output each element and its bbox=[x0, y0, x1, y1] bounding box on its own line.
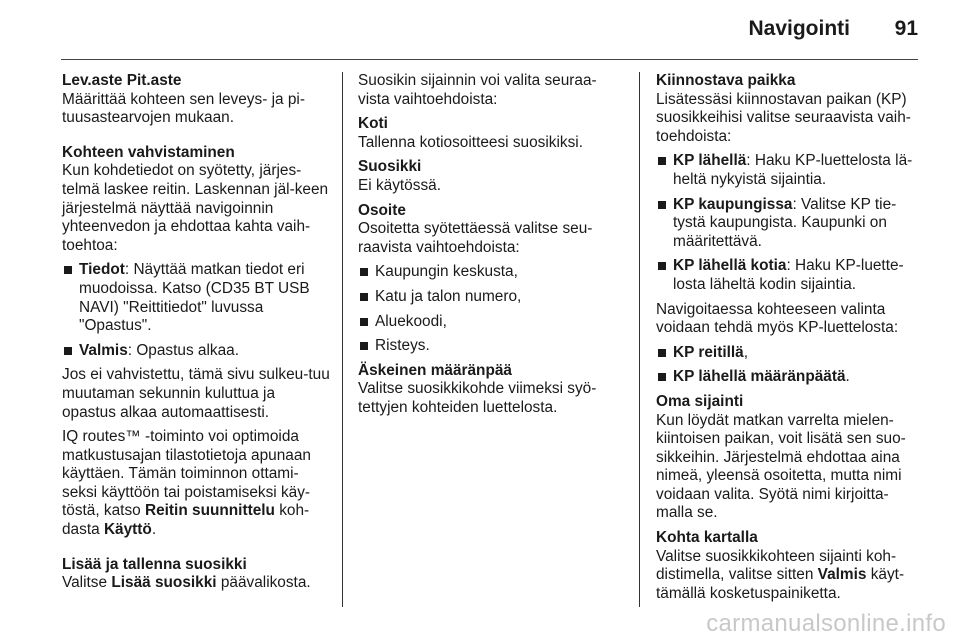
save-post: päävalikosta. bbox=[216, 574, 311, 592]
address-section bbox=[358, 202, 626, 258]
poi-option-city bbox=[656, 196, 918, 252]
confirm-section bbox=[62, 144, 330, 256]
bullet-bold: KP lähellä kotia bbox=[673, 257, 787, 275]
home-section bbox=[358, 115, 626, 152]
address-heading: Osoite bbox=[358, 201, 406, 219]
confirm-text: Kun kohdetiedot on syötetty, järjes-telmä laskee reitin. Laskennan jäl-keen järjestelmä näyttää navigoinnin yhteenvedon ja ehdottaa kahta vaih-toehtoa: bbox=[62, 162, 329, 254]
header-rule bbox=[61, 59, 918, 60]
bullet-text: : Haku KP-luettelosta lä-heltä nykyistä sijaintia. bbox=[673, 152, 913, 188]
bullet-bold: Tiedot bbox=[79, 261, 125, 279]
iq-text: IQ routes™ -toiminto voi optimoida matkustusajan tilastotietoja apunaan käyttäen. Tämän toiminnon ottami-seksi käyttöön tai poistamiseksi käy-töstä, katso bbox=[62, 428, 311, 520]
map-point-heading: Kohta kartalla bbox=[656, 529, 758, 547]
done-ref: Valmis bbox=[817, 566, 867, 584]
poi-option-route bbox=[656, 344, 918, 363]
route-planning-ref: Reitin suunnittelu bbox=[144, 502, 275, 520]
address-option: Katu ja talon numero, bbox=[358, 288, 626, 307]
column-divider bbox=[639, 72, 640, 607]
bullet-end: . bbox=[845, 368, 850, 386]
levaste-section bbox=[62, 72, 330, 128]
map-post: käyt-tämällä kosketuspainiketta. bbox=[656, 566, 905, 602]
levaste-heading: Lev.aste Pit.aste bbox=[62, 72, 182, 89]
map-pre: Valitse suosikkikohteen sijainti koh-distimella, valitse sitten bbox=[656, 547, 897, 584]
column-3 bbox=[656, 72, 918, 609]
home-heading: Koti bbox=[358, 115, 388, 133]
own-location-text: Kun löydät matkan varrelta mielen-kiintoisen paikan, voit lisätä sen suo-sikkeihin. Järjestelmä ehdottaa aina nimeä, yleensä osoitetta, mutta nimi voidaan valita. Syötä nimi kirjoitta-malla se. bbox=[656, 411, 906, 522]
page-number: 91 bbox=[894, 17, 918, 40]
address-option: Risteys. bbox=[358, 337, 626, 356]
recent-text: Valitse suosikkikohde viimeksi syö-tettyjen kohteiden luettelosta. bbox=[358, 380, 597, 416]
poi-text: Lisätessäsi kiinnostavan paikan (KP) suosikkeihisi valitse seuraavista vaih-toehdoista: bbox=[656, 90, 911, 145]
column-1 bbox=[62, 72, 330, 599]
poi-section bbox=[656, 72, 918, 146]
column-divider bbox=[342, 72, 343, 607]
favourite-heading: Suosikki bbox=[358, 158, 422, 176]
confirm-heading: Kohteen vahvistaminen bbox=[62, 143, 235, 161]
bullet-text: : Haku KP-luette-losta läheltä kodin sijaintia. bbox=[673, 257, 904, 293]
add-favourite-ref: Lisää suosikki bbox=[111, 574, 217, 592]
bullet-tiedot bbox=[62, 261, 330, 335]
bullet-text: : Valitse KP tie-tystä kaupungista. Kaupunki on määritettävä. bbox=[673, 195, 897, 250]
favourite-section bbox=[358, 158, 626, 195]
bullet-bold: KP reitillä bbox=[673, 343, 744, 361]
poi-heading: Kiinnostava paikka bbox=[656, 72, 796, 89]
levaste-text: Määrittää kohteen sen leveys- ja pi-tuusastearvojen mukaan. bbox=[62, 90, 305, 127]
poi-option-destination bbox=[656, 368, 918, 387]
favourite-text: Ei käytössä. bbox=[358, 176, 441, 194]
poi-option-home bbox=[656, 257, 918, 294]
save-section bbox=[62, 556, 330, 593]
address-text: Osoitetta syötettäessä valitse seu-raavista vaihtoehdoista: bbox=[358, 220, 593, 256]
save-pre: Valitse bbox=[62, 574, 112, 592]
map-point-section bbox=[656, 529, 918, 603]
watermark: carmanualsonline.info bbox=[706, 610, 946, 637]
bullet-bold: KP kaupungissa bbox=[673, 195, 793, 213]
unconfirmed-text: Jos ei vahvistettu, tämä sivu sulkeu-tuu muutaman sekunnin kuluttua ja opastus alkaa automaattisesti. bbox=[62, 366, 330, 421]
bullet-valmis bbox=[62, 342, 330, 361]
iq-end: . bbox=[151, 521, 157, 539]
recent-section bbox=[358, 362, 626, 418]
own-location-section bbox=[656, 393, 918, 523]
favourite-intro: Suosikin sijainnin voi valita seuraa-vista vaihtoehdoista: bbox=[358, 72, 597, 108]
own-location-heading: Oma sijainti bbox=[656, 392, 744, 410]
page-header bbox=[0, 0, 960, 58]
bullet-end: , bbox=[743, 343, 748, 361]
save-heading: Lisää ja tallenna suosikki bbox=[62, 555, 247, 573]
iq-mid: koh-dasta bbox=[62, 502, 310, 539]
bullet-bold: Valmis bbox=[79, 341, 128, 359]
section-title: Navigointi bbox=[748, 17, 850, 40]
nav-poi-text: Navigoitaessa kohteeseen valinta voidaan tehdä myös KP-luettelosta: bbox=[656, 300, 899, 337]
column-2 bbox=[358, 72, 626, 424]
bullet-bold: KP lähellä määränpäätä bbox=[673, 368, 846, 386]
address-option: Aluekoodi, bbox=[358, 313, 626, 332]
iq-routes-text bbox=[62, 428, 330, 540]
poi-option-near bbox=[656, 152, 918, 189]
usage-ref: Käyttö bbox=[103, 521, 152, 539]
bullet-text: : Opastus alkaa. bbox=[127, 341, 239, 359]
bullet-bold: KP lähellä bbox=[673, 152, 747, 170]
bullet-text: : Näyttää matkan tiedot eri muodoissa. Katso (CD35 BT USB NAVI) "Reittitiedot" luvussa "Opastus". bbox=[79, 261, 310, 335]
address-option: Kaupungin keskusta, bbox=[358, 263, 626, 282]
recent-heading: Äskeinen määränpää bbox=[358, 361, 512, 379]
home-text: Tallenna kotiosoitteesi suosikiksi. bbox=[358, 133, 583, 151]
